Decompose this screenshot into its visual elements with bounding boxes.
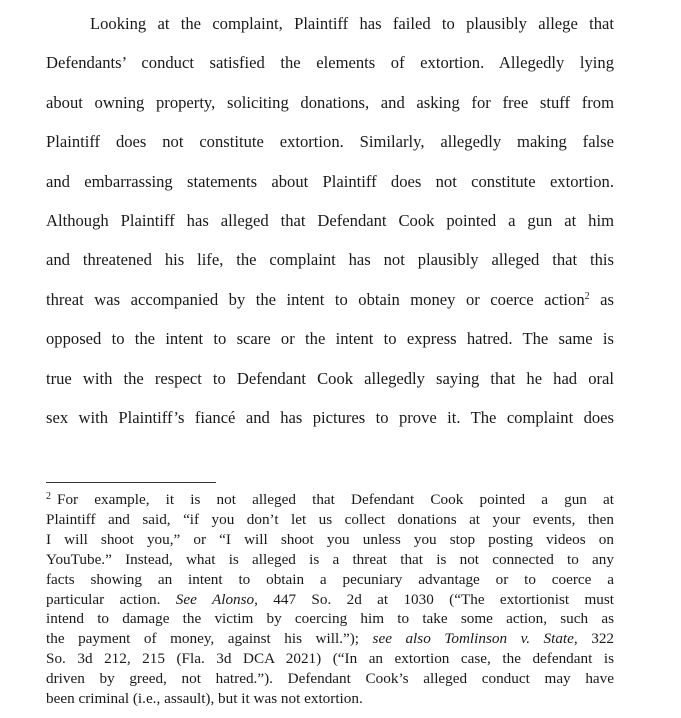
footnote-line [46, 490, 614, 510]
footnote-text: particular action. [46, 590, 176, 608]
footnote-line: I will shoot you,” or “I will shoot you unless you stop posting videos on [46, 530, 614, 548]
footnote-text: , 447 So. 2d at 1030 (“The extortionist must [254, 590, 614, 608]
footnote-line: Plaintiff and said, “if you don’t let us collect donations at your events, then [46, 510, 614, 528]
footnote-separator [46, 482, 216, 483]
body-line: about owning property, soliciting donations, and asking for free stuff from [46, 92, 614, 112]
body-line: true with the respect to Defendant Cook allegedly saying that he had oral [46, 368, 614, 388]
body-line-tail: as [589, 289, 614, 309]
footnote [46, 490, 614, 709]
footnote-line: So. 3d 212, 215 (Fla. 3d DCA 2021) (“In an extortion case, the defendant is [46, 650, 614, 668]
body-paragraph [46, 4, 614, 437]
footnote-line: YouTube.” Instead, what is alleged is a threat that is not connected to any [46, 550, 614, 568]
footnote-line: facts showing an intent to obtain a pecuniary advantage or to coerce a [46, 570, 614, 588]
body-line-text: threat was accompanied by the intent to obtain money or coerce action [46, 289, 585, 309]
body-line: Defendants’ conduct satisfied the elements of extortion. Allegedly lying [46, 53, 614, 73]
body-line: Although Plaintiff has alleged that Defendant Cook pointed a gun at him [46, 211, 614, 231]
footnote-mark: 2 [46, 491, 51, 502]
footnote-text: the payment of money, against his will.”); [46, 630, 373, 648]
case-citation: See Alonso [175, 590, 255, 608]
footnote-line: driven by greed, not hatred.”). Defendant Cook’s alleged conduct may have [46, 670, 614, 688]
footnote-line: been criminal (i.e., assault), but it was not extortion. [46, 690, 363, 708]
footnote-text: For example, it is not alleged that Defendant Cook pointed a gun at [57, 491, 614, 508]
body-line-with-footnote [46, 280, 614, 319]
footnote-reference[interactable]: 2 [584, 290, 590, 302]
footnote-line [46, 590, 614, 610]
body-line: Looking at the complaint, Plaintiff has failed to plausibly allege that [90, 14, 614, 33]
footnote-line [46, 629, 614, 649]
body-line: and embarrassing statements about Plaintiff does not constitute extortion. [46, 171, 614, 191]
body-line: and threatened his life, the complaint has not plausibly alleged that this [46, 250, 614, 270]
footnote-line: intend to damage the victim by coercing him to take some action, such as [46, 610, 614, 628]
footnote-text: , 322 [573, 630, 615, 648]
body-line: opposed to the intent to scare or the intent to express hatred. The same is [46, 329, 614, 349]
body-line: Plaintiff does not constitute extortion. Similarly, allegedly making false [46, 132, 614, 152]
body-line: sex with Plaintiff’s fiancé and has pictures to prove it. The complaint does [46, 408, 614, 428]
case-citation: see also Tomlinson v. State [372, 630, 574, 648]
